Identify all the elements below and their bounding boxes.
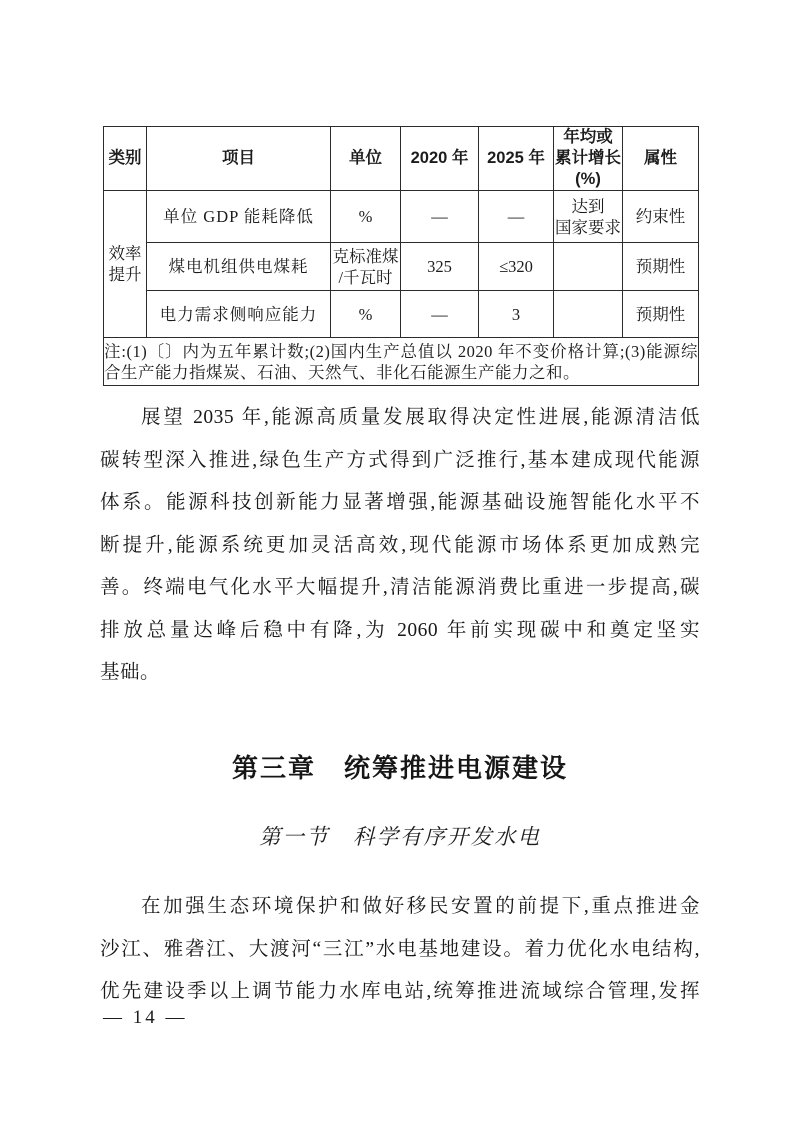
table-row xyxy=(104,191,699,243)
unit-cell: % xyxy=(331,291,401,338)
header-growth-line3: (%) xyxy=(575,170,601,188)
outlook-paragraph xyxy=(100,397,700,695)
attribute-cell: 预期性 xyxy=(623,243,699,291)
table-header-row xyxy=(104,127,699,191)
header-growth-line2: 累计增长 xyxy=(555,149,621,167)
paragraph-line: 体系。能源科技创新能力显著增强,能源基础设施智能化水平不 xyxy=(100,492,700,513)
value-2025-cell: ≤320 xyxy=(479,243,554,291)
header-growth xyxy=(554,127,623,191)
item-cell: 电力需求侧响应能力 xyxy=(147,291,331,338)
attribute-cell: 约束性 xyxy=(623,191,699,243)
paragraph-line: 基础。 xyxy=(100,662,161,683)
table-note-line1: 注:(1)〔〕内为五年累计数;(2)国内生产总值以 2020 年不变价格计算;(3)能源综 xyxy=(104,341,698,361)
growth-cell xyxy=(554,243,623,291)
value-2020-cell: — xyxy=(401,291,479,338)
unit-line2: /千瓦时 xyxy=(338,267,393,287)
paragraph-line: 优先建设季以上调节能力水库电站,统筹推进流域综合管理,发挥 xyxy=(100,981,700,1002)
table-row xyxy=(104,243,699,291)
header-growth-line1: 年均或 xyxy=(563,128,613,146)
growth-line2: 国家要求 xyxy=(555,217,621,237)
table-row xyxy=(104,291,699,338)
growth-cell xyxy=(554,291,623,338)
paragraph-line: 善。终端电气化水平大幅提升,清洁能源消费比重进一步提高,碳 xyxy=(100,577,700,598)
growth-line1: 达到 xyxy=(571,196,605,216)
category-line1: 效率 xyxy=(108,244,142,263)
value-2025-cell: — xyxy=(479,191,554,243)
paragraph-line: 展望 2035 年,能源高质量发展取得决定性进展,能源清洁低 xyxy=(141,407,700,428)
header-unit: 单位 xyxy=(331,127,401,191)
paragraph-line: 碳转型深入推进,绿色生产方式得到广泛推行,基本建成现代能源 xyxy=(100,449,700,471)
chapter-heading: 第三章 统筹推进电源建设 xyxy=(231,753,568,783)
unit-line1: 克标准煤 xyxy=(332,246,399,266)
paragraph-line: 排放总量达峰后稳中有降,为 2060 年前实现碳中和奠定坚实 xyxy=(100,619,700,641)
table-note-line2: 合生产能力指煤炭、石油、天然气、非化石能源生产能力之和。 xyxy=(104,362,580,382)
category-line2: 提升 xyxy=(108,265,142,284)
header-2025: 2025 年 xyxy=(479,127,554,191)
value-2020-cell: 325 xyxy=(401,243,479,291)
item-cell: 煤电机组供电煤耗 xyxy=(147,243,331,291)
value-2020-cell: — xyxy=(401,191,479,243)
growth-cell xyxy=(554,191,623,243)
paragraph-line: 沙江、雅砻江、大渡河“三江”水电基地建设。着力优化水电结构, xyxy=(100,938,700,960)
paragraph-line: 断提升,能源系统更加灵活高效,现代能源市场体系更加成熟完 xyxy=(100,534,700,556)
section-heading: 第一节 科学有序开发水电 xyxy=(258,825,541,849)
category-cell xyxy=(104,191,147,338)
unit-cell xyxy=(331,243,401,291)
value-2025-cell: 3 xyxy=(479,291,554,338)
indicator-table xyxy=(103,126,699,386)
attribute-cell: 预期性 xyxy=(623,291,699,338)
table-note xyxy=(104,338,699,386)
hydro-paragraph xyxy=(100,886,700,1014)
table-note-row xyxy=(104,338,699,386)
unit-cell: % xyxy=(331,191,401,243)
item-cell: 单位 GDP 能耗降低 xyxy=(147,191,331,243)
header-category: 类别 xyxy=(104,127,147,191)
header-item: 项目 xyxy=(147,127,331,191)
paragraph-line: 在加强生态环境保护和做好移民安置的前提下,重点推进金 xyxy=(141,896,700,917)
page-number: — 14 — xyxy=(103,1007,188,1028)
header-attribute: 属性 xyxy=(623,127,699,191)
header-2020: 2020 年 xyxy=(401,127,479,191)
